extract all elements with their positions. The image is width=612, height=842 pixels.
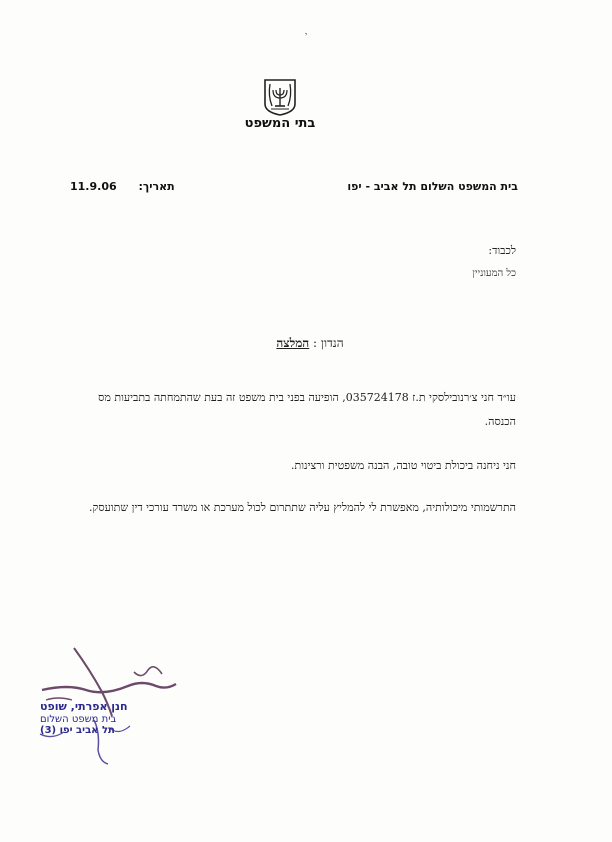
date-row — [70, 180, 175, 193]
body-paragraph-3: התרשמותי מיכולותיה, מאפשרת לי להמליץ עליה שתתרום לכול מערכת או משרד עורכי דין שתועסק. — [88, 501, 516, 514]
state-emblem-icon — [262, 78, 298, 116]
page-number: י — [304, 31, 308, 41]
stamp-court: בית משפט השלום — [40, 714, 117, 725]
stamp-city: תל אביב יפו (3) — [40, 725, 115, 736]
institution-name: בתי המשפט — [244, 116, 316, 131]
subject-label: הנדון : — [313, 336, 344, 350]
date-value: 11.9.06 — [70, 180, 117, 193]
addressee-whom: כל המעוניין — [472, 268, 516, 279]
body-paragraph-1: עו״ד חני צ׳רנובילסקי ת.ז 035724178, הופיעה בפני בית משפט זה בעת שהתמחתה בתביעות מס הכנסה. — [98, 391, 516, 428]
subject-value: המלצה — [276, 336, 310, 350]
addressee-to: לכבוד: — [488, 244, 516, 257]
date-label: תאריך: — [138, 180, 175, 193]
body-paragraph-2: חני ניחנה ביכולת ביטוי טובה, הבנה משפטית ורצינות. — [291, 459, 516, 472]
subject-line — [200, 336, 420, 351]
court-stamp — [40, 700, 210, 736]
stamp-judge-name: חנן אפרתי, שופט — [40, 700, 128, 713]
court-name: בית המשפט השלום תל אביב - יפו — [347, 180, 518, 193]
